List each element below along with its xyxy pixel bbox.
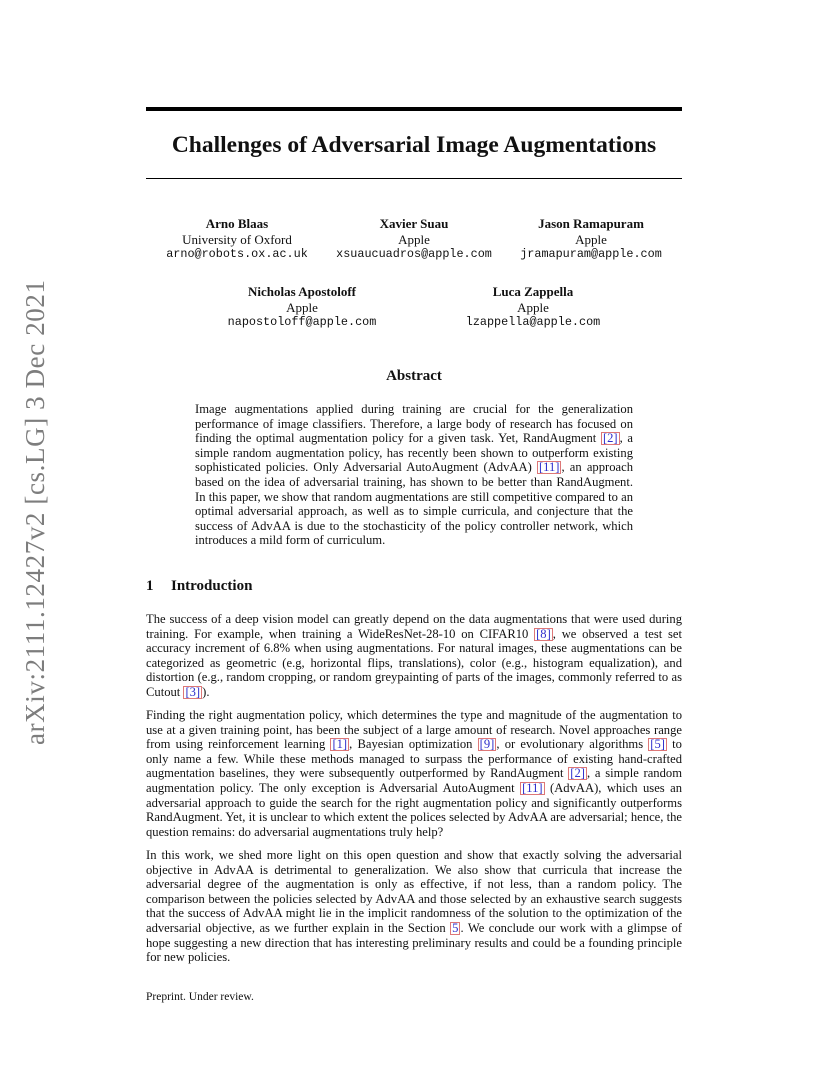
author-affiliation: University of Oxford (182, 231, 292, 247)
citation-link[interactable]: [2] (570, 766, 585, 781)
author-email[interactable]: lzappella@apple.com (465, 315, 601, 329)
author-email[interactable]: arno@robots.ox.ac.uk (166, 247, 308, 261)
author-email[interactable]: xsuaucuadros@apple.com (336, 247, 492, 261)
section-link[interactable]: 5 (452, 920, 459, 935)
author-name: Nicholas Apostoloff (248, 284, 356, 299)
author-email[interactable]: napostoloff@apple.com (227, 315, 377, 329)
citation-link[interactable]: [11] (538, 460, 560, 475)
citation-link[interactable]: [2] (602, 431, 618, 446)
citation-link[interactable]: [11] (522, 780, 543, 795)
author-name: Arno Blaas (205, 216, 269, 231)
author-block (166, 216, 308, 263)
title-top-rule (146, 107, 682, 111)
author-affiliation: Apple (575, 231, 607, 247)
author-block (518, 216, 664, 263)
citation-link[interactable]: [9] (479, 737, 495, 752)
body-paragraph: The success of a deep vision model can greatly depend on the data augmentations that were used during training. For example, when training a WideResNet-28-10 on CIFAR10 [8] , we observed a test set accuracy increment of 6.8% when using augmentations. For natural images, these augmentations can be categorized as geometric (e.g, horizontal flips, translations), color (e.g., histogram equalization), and distortion (e.g., random cropping, or random greypainting of parts of the images, commonly referred to as Cutout [3] ). (146, 612, 682, 699)
footer-note: Preprint. Under review. (146, 991, 254, 1003)
author-block (464, 284, 602, 331)
author-affiliation: Apple (286, 299, 318, 315)
author-email[interactable]: jramapuram@apple.com (520, 247, 662, 261)
arxiv-identifier-text: arXiv:2111.12427v2 [cs.LG] 3 Dec 2021 (20, 279, 50, 745)
body-paragraph: In this work, we shed more light on this open question and show that exactly solving the adversarial objective in AdvAA is detrimental to generalization. We also show that curricula that increase the adversarial degree of the augmentation is only as effective, if not less, than a random policy. The comparison between the policies selected by AdvAA and those selected by an exhaustive search suggests that the success of AdvAA might lie in the implicit randomness of the solution to the optimization of the adversarial objective, as we further explain in the Section 5 . We conclude our work with a glimpse of hope suggesting a new direction that has interesting preliminary results and could be a founding principle for new policies. (146, 848, 682, 965)
citation-link[interactable]: [1] (332, 737, 348, 752)
paper-title: Challenges of Adversarial Image Augmentations (171, 132, 657, 158)
section-number: 1 (146, 578, 154, 594)
author-affiliation: Apple (517, 299, 549, 315)
author-affiliation: Apple (398, 231, 430, 247)
abstract-text: Image augmentations applied during training are crucial for the generalization performance of image classifiers. Therefore, a large body of research has focused on finding the optimal augmentation policy for a given task. Yet, RandAugment [2] , a simple random augmentation policy, has recently been shown to outperform existing sophisticated policies. Only Adversarial AutoAugment (AdvAA) [11] , an approach based on the idea of adversarial training, has shown to be better than RandAugment. In this paper, we show that random augmentations are still competitive compared to an optimal adversarial approach, as well as to simple curricula, and conjecture that the success of AdvAA is due to the stochasticity of the policy controller network, which introduces a mild form of curriculum. (195, 402, 633, 548)
title-bottom-rule (146, 178, 682, 179)
arxiv-identifier (15, 279, 55, 745)
section-title: Introduction (171, 578, 253, 594)
abstract-heading: Abstract (386, 368, 442, 384)
body-paragraph: Finding the right augmentation policy, which determines the type and magnitude of the augmentation to use at a given training point, has been the subject of a large amount of research. Novel approaches range from using reinforcement learning [1] , Bayesian optimization [9] , or evolutionary algorithms [5] to only name a few. While these methods managed to surpass the performance of existing hand-crafted augmentation baselines, they were subsequently outperformed by RandAugment [2] , a simple random augmentation policy. The only exception is Adversarial AutoAugment [11] (AdvAA), which uses an adversarial approach to guide the search for the right augmentation policy and significantly outperforms RandAugment. Yet, it is unclear to which extent the polices selected by AdvAA are adversarial; hence, the question remains: do adversarial augmentations truly help? (146, 708, 682, 839)
citation-link[interactable]: [5] (650, 737, 665, 752)
author-name: Xavier Suau (379, 216, 449, 231)
section-heading (146, 577, 682, 595)
author-block (334, 216, 494, 263)
citation-link[interactable]: [8] (536, 626, 551, 641)
author-name: Jason Ramapuram (538, 216, 644, 231)
author-block (226, 284, 378, 331)
citation-link[interactable]: [3] (185, 684, 201, 699)
author-name: Luca Zappella (492, 284, 574, 299)
